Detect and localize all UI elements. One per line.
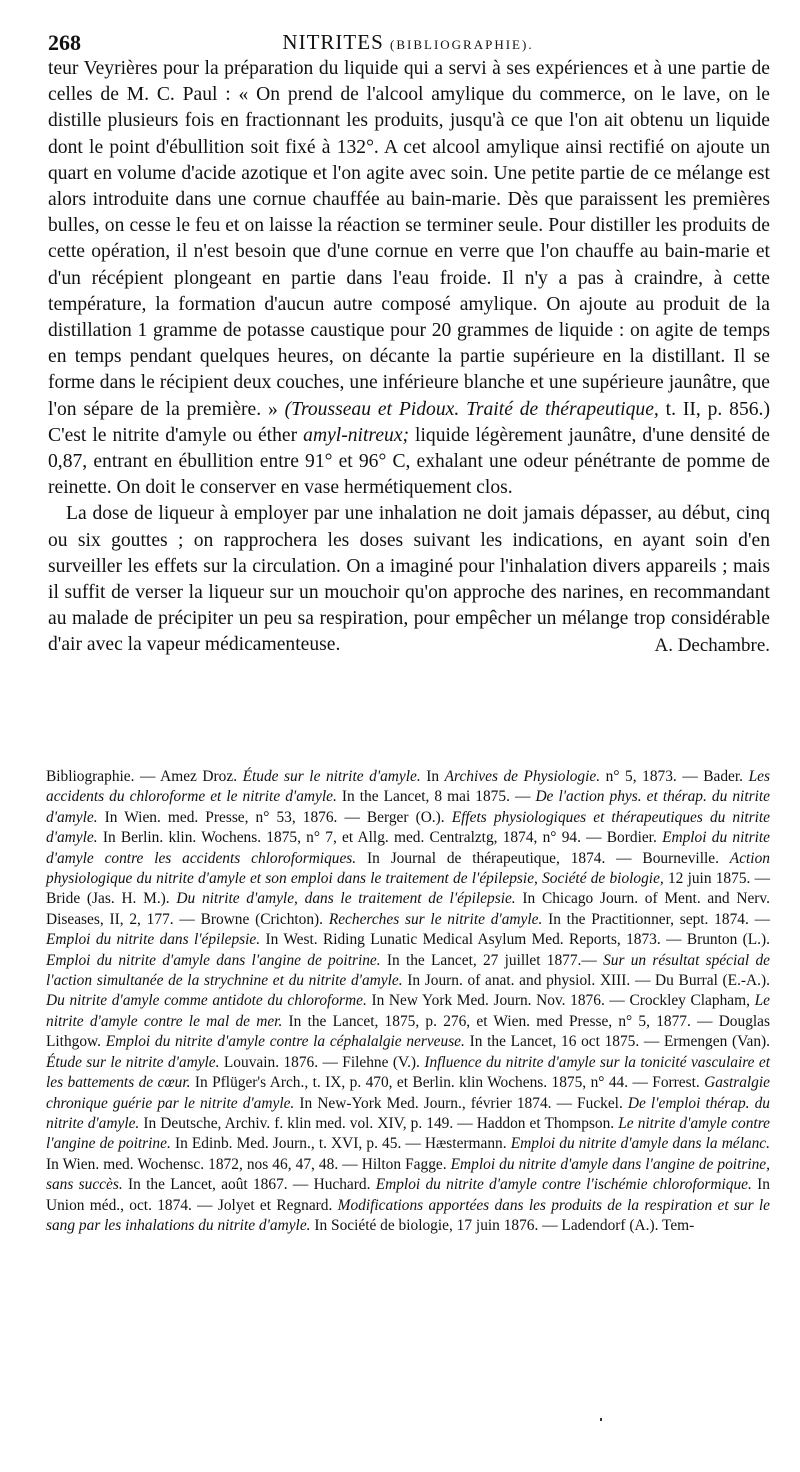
scan-speck [600,1418,602,1421]
paragraph-preparation: teur Veyrières pour la préparation du liquide qui a servi à ses expériences et à une partie de celles de M. C. Paul : « On prend de l'alcool amylique du commerce, on le lave, on le distille plusieurs fois en fractionnant les produits, jusqu'à ce que l'on ait obtenu un liquide dont le point d'ébullition soit fixé à 132°. A cet alcool amylique ainsi rectifié on ajoute un quart en volume d'acide azotique et l'on agite avec soin. Une petite partie de ce mélange est alors introduite dans une cornue chauffée au bain-marie. Dès que paraissent les premières bulles, on cesse le feu et on laisse la réaction se terminer seule. Pour distiller les produits de cette opération, il n'est besoin que d'une cornue en verre que l'on chauffe au bain-marie et d'un récépient plongeant en partie dans l'eau froide. Il n'y a pas à craindre, à cette température, la formation d'aucun autre composé amylique. On ajoute au produit de la distillation 1 gramme de potasse caustique pour 20 grammes de liquide : on agite de temps en temps pendant quelques heures, on décante la partie supérieure en la distillant. Il se forme dans le récipient deux couches, une inférieure blanche et une supérieure jaunâtre, que l'on sépare de la première. » (Trousseau et Pidoux. Traité de thérapeutique, t. II, p. 856.) C'est le nitrite d'amyle ou éther amyl-nitreux; liquide légèrement jaunâtre, d'une densité de 0,87, entrant en ébullition entre 91° et 96° C, exhalant une odeur pénétrante de pomme de reinette. On doit le conserver en vase hermétiquement clos. [48,58,770,499]
page-number: 268 [48,30,81,55]
author-signature: A. Dechambre. [654,634,770,656]
paragraph-dosage: La dose de liqueur à employer par une inhalation ne doit jamais dépasser, au début, cinq ou six gouttes ; on rapprochera les doses suivant les indications, en ayant soin d'en surveiller les effets sur la circulation. On a imaginé pour l'inhalation divers appareils ; mais il suffit de verser la liqueur sur un mouchoir qu'on approche des narines, en recommandant au malade de précipiter un peu sa respiration, pour empêcher un mélange trop considérable d'air avec la vapeur médicamenteuse. [48,503,770,656]
bibliography [46,767,770,1236]
running-title-sub: (BIBLIOGRAPHIE). [390,37,534,52]
bibliography-text: Bibliographie. — Amez Droz. Étude sur le nitrite d'amyle. In Archives de Physiologie. n° 5, 1873. — Bader. Les accidents du chloroforme et le nitrite d'amyle. In the Lancet, 8 mai 1875. — De l'action phys. et thérap. du nitrite d'amyle. In Wien. med. Presse, n° 53, 1876. — Berger (O.). Effets physiologiques et thérapeutiques du nitrite d'amyle. In Berlin. klin. Wochens. 1875, n° 7, et Allg. med. Centralztg, 1874, n° 94. — Bordier. Emploi du nitrite d'amyle contre les accidents chloroformiques. In Journal de thérapeutique, 1874. — Bourneville. Action physiologique du nitrite d'amyle et son emploi dans le traitement de l'épilepsie, Société de biologie, 12 juin 1875. — Bride (Jas. H. M.). Du nitrite d'amyle, dans le traitement de l'épilepsie. In Chicago Journ. of Ment. and Nerv. Diseases, II, 2, 177. — Browne (Crichton). Recherches sur le nitrite d'amyle. In the Practitionner, sept. 1874. — Emploi du nitrite dans l'épilepsie. In West. Riding Lunatic Medical Asylum Med. Reports, 1873. — Brunton (L.). Emploi du nitrite d'amyle dans l'angine de poitrine. In the Lancet, 27 juillet 1877.— Sur un résultat spécial de l'action simultanée de la strychnine et du nitrite d'amyle. In Journ. of anat. and physiol. XIII. — Du Burral (E.-A.). Du nitrite d'amyle comme antidote du chloroforme. In New York Med. Journ. Nov. 1876. — Crockley Clapham, Le nitrite d'amyle contre le mal de mer. In the Lancet, 1875, p. 276, et Wien. med Presse, n° 5, 1877. — Douglas Lithgow. Emploi du nitrite d'amyle contre la céphalalgie nerveuse. In the Lancet, 16 oct 1875. — Ermengen (Van). Étude sur le nitrite d'amyle. Louvain. 1876. — Filehne (V.). Influence du nitrite d'amyle sur la tonicité vasculaire et les battements de cœur. In Pflüger's Arch., t. IX, p. 470, et Berlin. klin Wochens. 1875, n° 44. — Forrest. Gastralgie chronique guérie par le nitrite d'amyle. In New-York Med. Journ., février 1874. — Fuckel. De l'emploi thérap. du nitrite d'amyle. In Deutsche, Archiv. f. klin med. vol. XIV, p. 149. — Haddon et Thompson. Le nitrite d'amyle contre l'angine de poitrine. In Edinb. Med. Journ., t. XVI, p. 45. — Hæstermann. Emploi du nitrite d'amyle dans la mélanc. In Wien. med. Wochensc. 1872, nos 46, 47, 48. — Hilton Fagge. Emploi du nitrite d'amyle dans l'angine de poitrine, sans succès. In the Lancet, août 1867. — Huchard. Emploi du nitrite d'amyle contre l'ischémie chloroformique. In Union méd., oct. 1874. — Jolyet et Regnard. Modifications apportées dans les produits de la respiration et sur le sang par les inhalations du nitrite d'amyle. In Société de biologie, 17 juin 1876. — Ladendorf (A.). Tem- [46,768,771,1234]
running-title-main: NITRITES [282,30,384,54]
running-title [48,30,768,55]
citation: (Trousseau et Pidoux. Traité de thérapeutique, [284,398,659,420]
body-text [48,56,770,659]
